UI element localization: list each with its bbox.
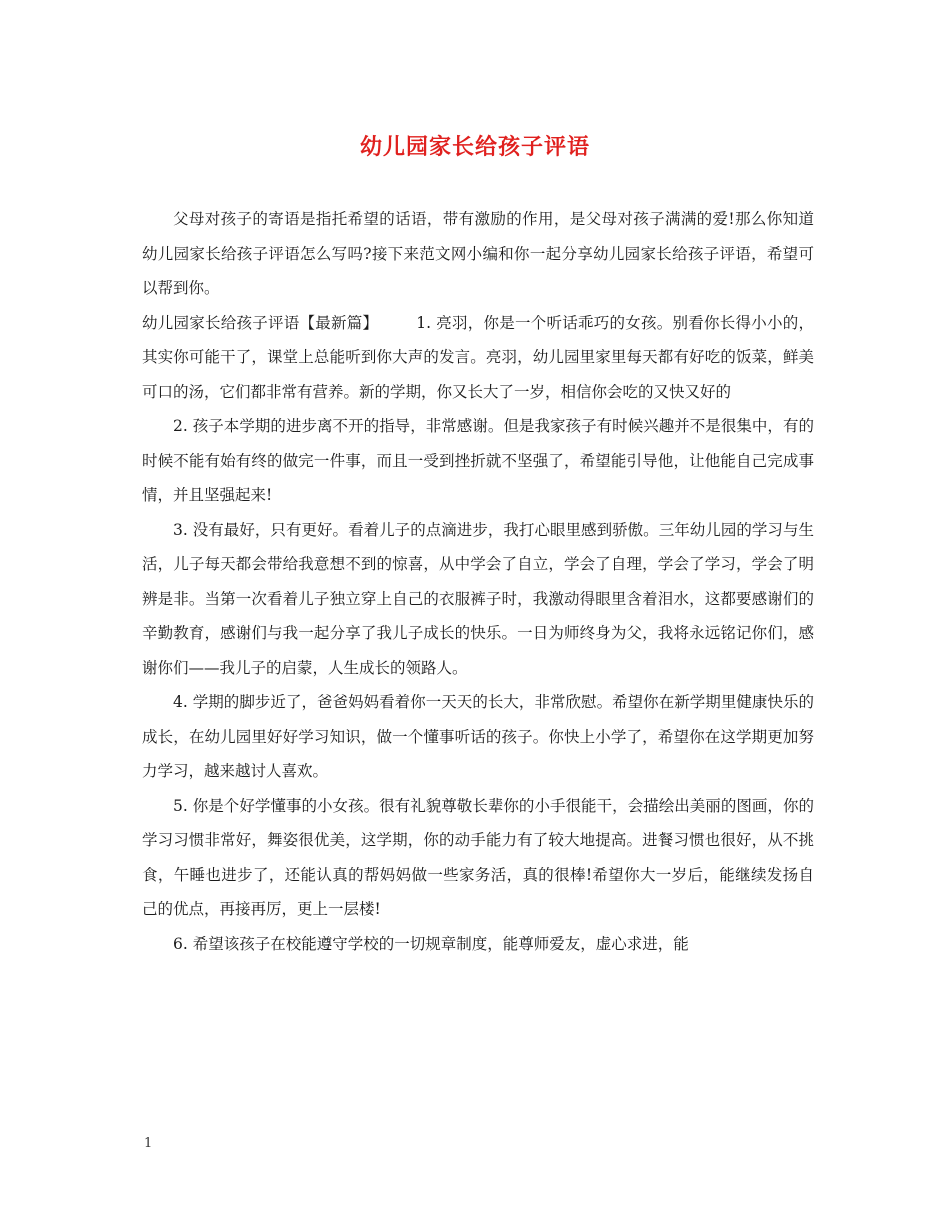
document-title: 幼儿园家长给孩子评语	[359, 134, 590, 160]
section-heading: 幼儿园家长给孩子评语【最新篇】	[142, 313, 379, 332]
comment-item-1: 1. 亮羽，你是一个听话乖巧的女孩。别看你长得小小的，其实你可能干了，课堂上总能听到你大声的发言。亮羽，幼儿园里家里每天都有好吃的饭菜，鲜美可口的汤，它们都非常有营养。新的学期，你又长大了一岁，相信你会吃的又快又好的	[142, 313, 814, 401]
document-body	[142, 202, 814, 961]
comment-item-4: 4. 学期的脚步近了，爸爸妈妈看着你一天天的长大，非常欣慰。希望你在新学期里健康快乐的成长，在幼儿园里好好学习知识，做一个懂事听话的孩子。你快上小学了，希望你在这学期更加努力学习，越来越讨人喜欢。	[142, 693, 814, 780]
comment-item-6: 6. 希望该孩子在校能遵守学校的一切规章制度，能尊师爱友，虚心求进，能	[173, 934, 689, 953]
page-number: 1	[144, 1136, 153, 1151]
comment-item-5: 5. 你是个好学懂事的小女孩。很有礼貌尊敬长辈你的小手很能干，会描绘出美丽的图画，你的学习习惯非常好，舞姿很优美，这学期，你的动手能力有了较大地提高。进餐习惯也很好，从不挑食，午睡也进步了，还能认真的帮妈妈做一些家务活，真的很棒!希望你大一岁后，能继续发扬自己的优点，再接再厉，更上一层楼!	[142, 796, 814, 918]
section-paragraph	[142, 306, 814, 410]
comment-item-3: 3. 没有最好，只有更好。看着儿子的点滴进步，我打心眼里感到骄傲。三年幼儿园的学习与生活，儿子每天都会带给我意想不到的惊喜，从中学会了自立，学会了自理，学会了学习，学会了明辨是非。当第一次看着儿子独立穿上自己的衣服裤子时，我激动得眼里含着泪水，这都要感谢们的辛勤教育，感谢们与我一起分享了我儿子成长的快乐。一日为师终身为父，我将永远铭记你们，感谢你们——我儿子的启蒙，人生成长的领路人。	[142, 520, 814, 677]
comment-item-2: 2. 孩子本学期的进步离不开的指导，非常感谢。但是我家孩子有时候兴趣并不是很集中，有的时候不能有始有终的做完一件事，而且一受到挫折就不坚强了，希望能引导他，让他能自己完成事情，并且坚强起来!	[142, 417, 814, 504]
intro-paragraph: 父母对孩子的寄语是指托希望的话语，带有激励的作用，是父母对孩子满满的爱!那么你知道幼儿园家长给孩子评语怎么写吗?接下来范文网小编和你一起分享幼儿园家长给孩子评语，希望可以帮到你。	[142, 210, 814, 297]
